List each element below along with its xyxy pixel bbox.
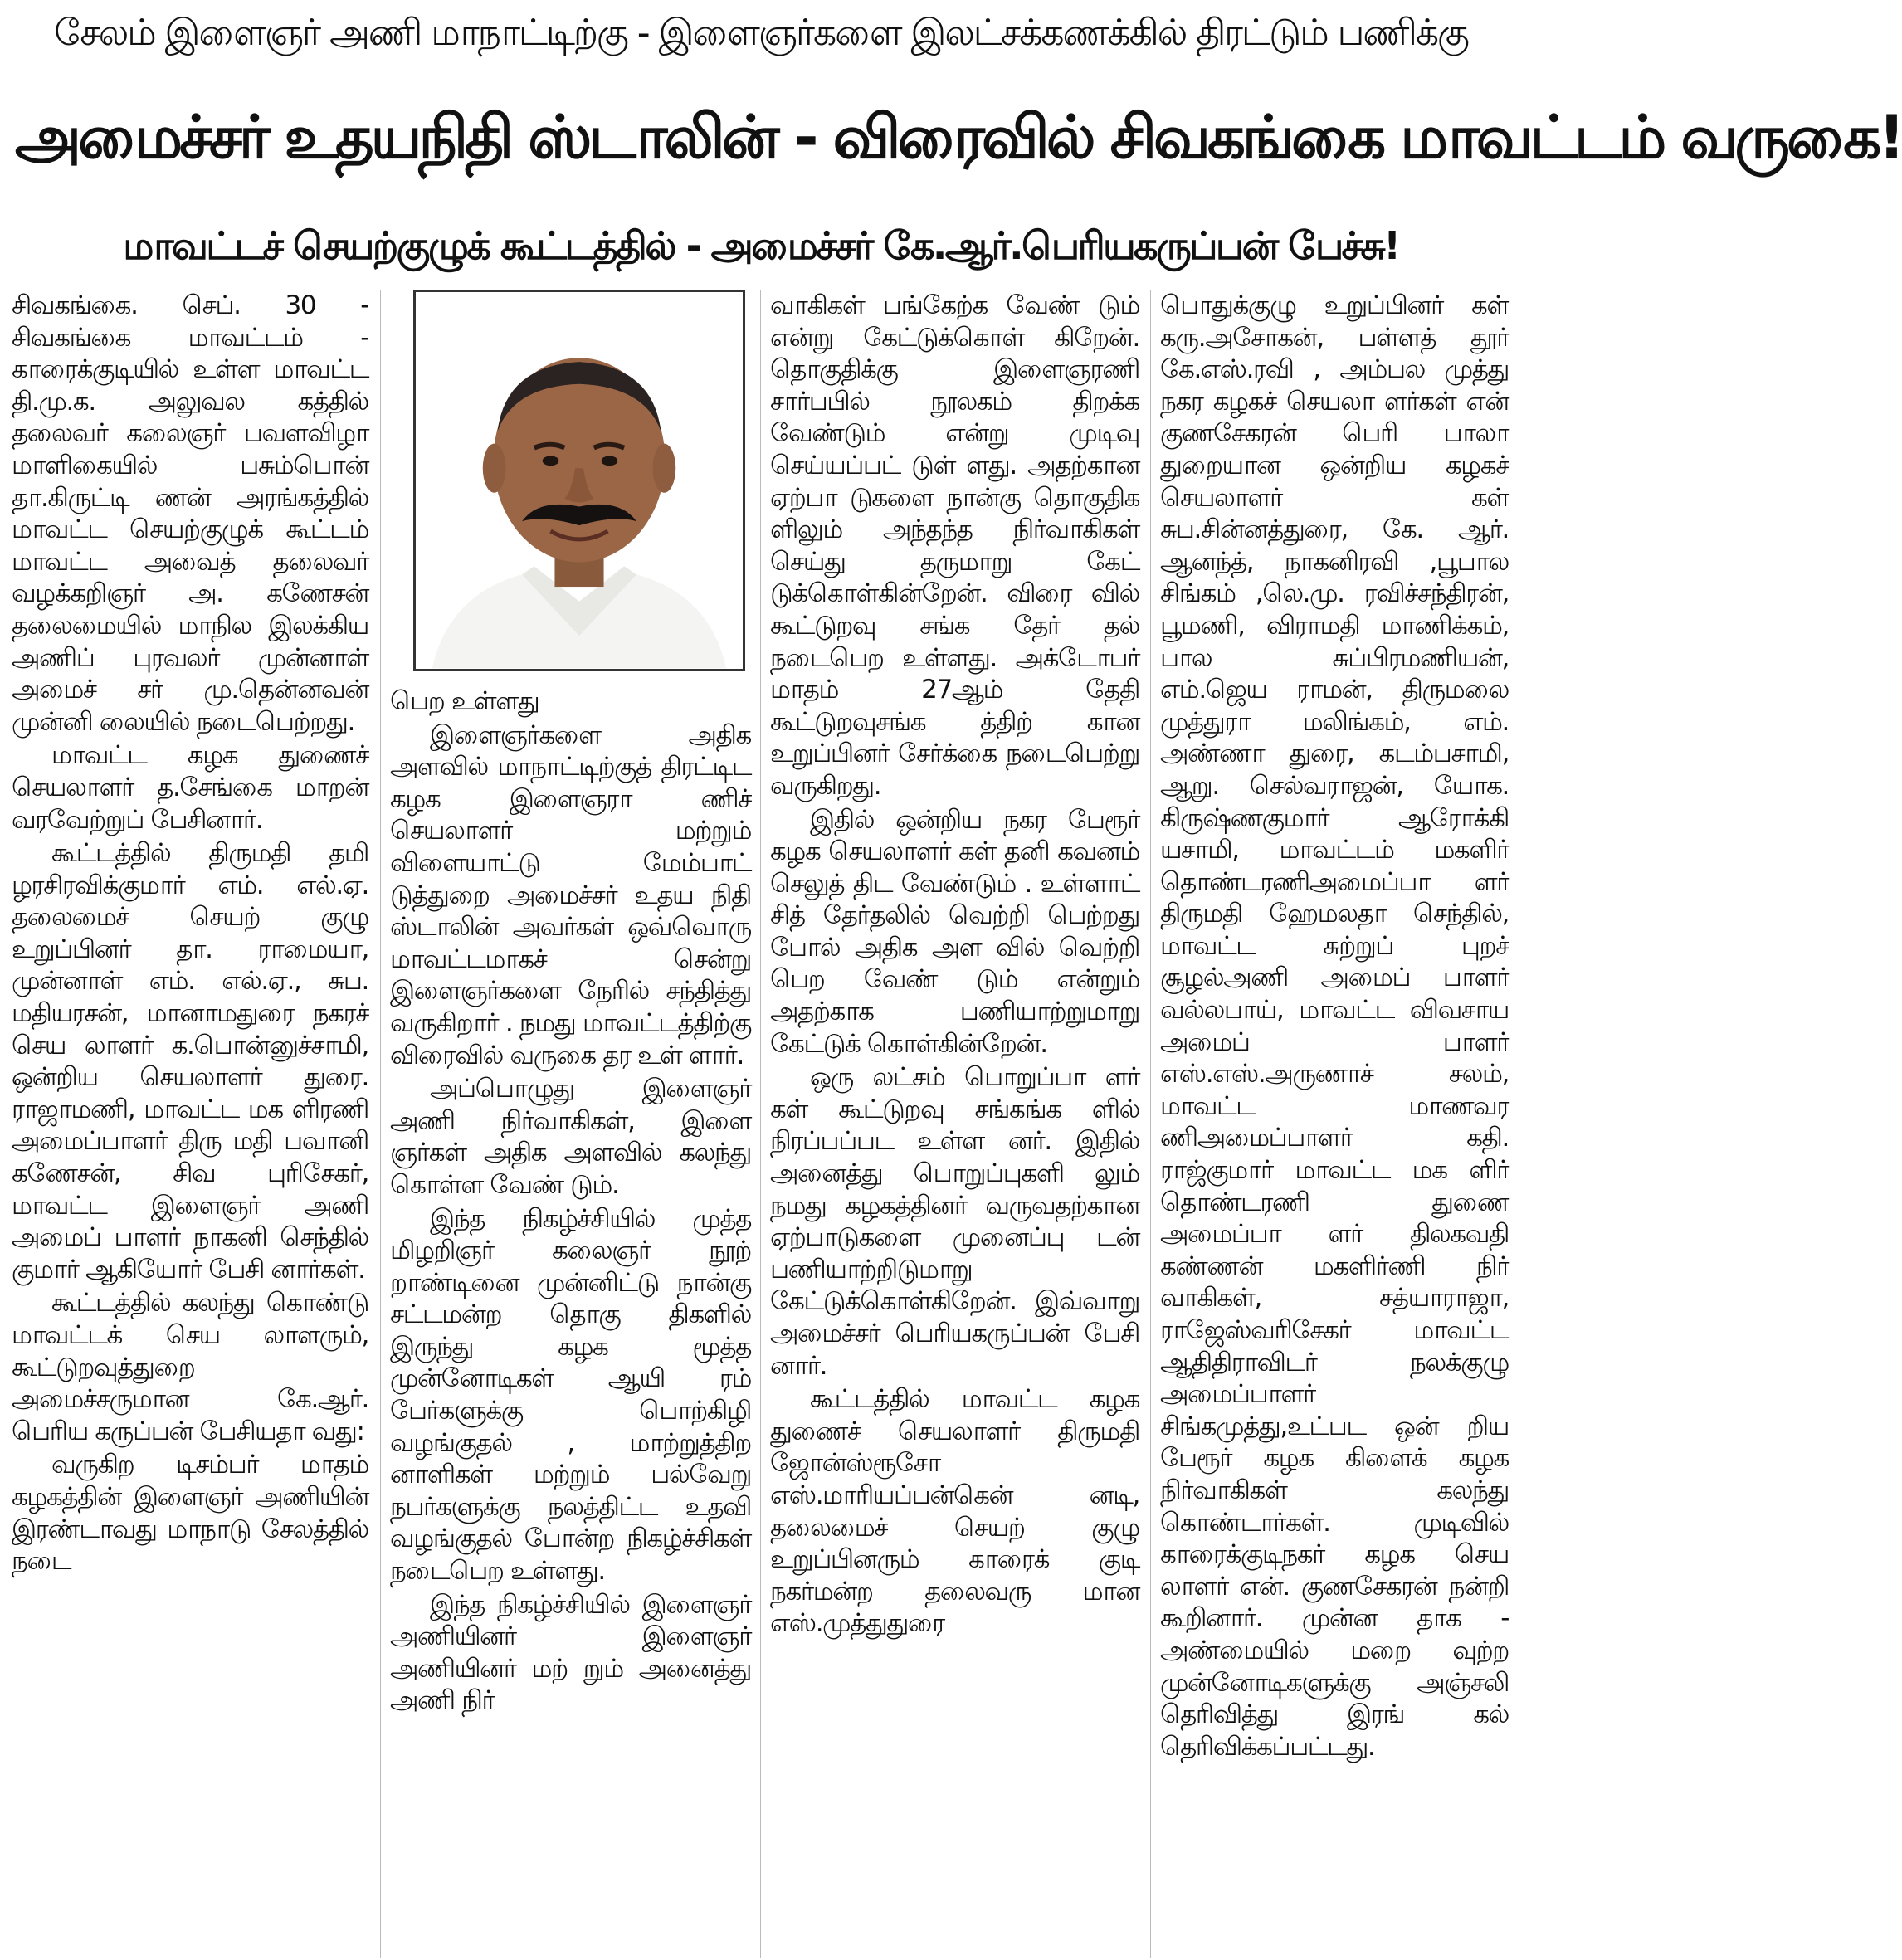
column-divider bbox=[380, 290, 381, 1958]
headline: அமைச்சர் உதயநிதி ஸ்டாலின் - விரைவில் சிவகங்கை மாவட்டம் வருகை! bbox=[15, 102, 1902, 172]
column-divider bbox=[760, 290, 761, 1958]
article-column-3 bbox=[770, 290, 1139, 1958]
paragraph: பெற உள்ளது bbox=[390, 686, 539, 716]
paragraph: மாவட்ட கழக துணைச் செயலாளர் த.சேங்கை மாறன் வரவேற்றுப் பேசினார். bbox=[12, 740, 368, 835]
paragraph: இளைஞர்களை அதிக அளவில் மாநாட்டிற்குத் திரட்டிட கழக இளைஞரா ணிச் செயலாளர் மற்றும் விளையாட்டு மேம்பாட் டுத்துறை அமைச்சர் உதய நிதி ஸ்டாலின் அவர்கள் ஒவ்வொரு மாவட்டமாகச் சென்று இளைஞர்களை நேரில் சந்தித்து வருகிறார் . நமது மாவட்டத்திற்கு விரைவில் வருகை தர உள் ளார். bbox=[390, 719, 751, 1070]
paragraph: ஒரு லட்சம் பொறுப்பா ளர் கள் கூட்டுறவு சங்கங்க ளில் நிரப்பப்பட உள்ள னர். இதில் அனைத்து பொறுப்புகளி லும் நமது கழகத்தினர் வருவதற்கான ஏற்பாடுகளை முனைப்பு டன் பணியாற்றிடுமாறு கேட்டுக்கொள்கிறேன். இவ்வாறு அமைச்சர் பெரியகருப்பன் பேசி னார். bbox=[770, 1062, 1139, 1381]
portrait-photo-icon bbox=[416, 292, 743, 669]
paragraph: அப்பொழுது இளைஞர் அணி நிர்வாகிகள், இளை ஞர்கள் அதிக அளவில் கலந்து கொள்ள வேண் டும். bbox=[390, 1074, 751, 1200]
article-column-2 bbox=[390, 685, 751, 1958]
paragraph: இதில் ஒன்றிய நகர பேரூர் கழக செயலாளர் கள் தனி கவனம் செலுத் திட வேண்டும் . உள்ளாட் சித் தேர்தலில் வெற்றி பெற்றது போல் அதிக அள வில் வெற்றி பெற வேண் டும் என்றும் அதற்காக பணியாற்றுமாறு கேட்டுக் கொள்கின்றேன். bbox=[770, 804, 1139, 1059]
subheadline: மாவட்டச் செயற்குழுக் கூட்டத்தில் - அமைச்சர் கே.ஆர்.பெரியகருப்பன் பேச்சு! bbox=[123, 223, 1399, 268]
portrait-photo bbox=[413, 290, 745, 671]
paragraph: பொதுக்குழு உறுப்பினர் கள் கரு.அசோகன், பள்ளத் தூர் கே.எஸ்.ரவி , அம்பல முத்து நகர கழகச் செயலா ளர்கள் என் குணசேகரன் பெரி பாலா துறையான ஒன்றிய கழகச் செயலாளர் கள் சுப.சின்னத்துரை, கே. ஆர். ஆனந்த், நாகனிரவி ,பூபால சிங்கம் ,லெ.மு. ரவிச்சந்திரன், பூமணி, விராமதி மாணிக்கம், பால சுப்பிரமணியன், எம்.ஜெய ராமன், திருமலை முத்துரா மலிங்கம், எம். அண்ணா துரை, கடம்பசாமி, ஆறு. செல்வராஜன், யோக. கிருஷ்ணகுமார் ஆரோக்கி யசாமி, மாவட்டம் மகளிர் தொண்டரணிஅமைப்பா ளர் திருமதி ஹேமலதா செந்தில், மாவட்ட சுற்றுப் புறச் சூழல்அணி அமைப் பாளர் வல்லபாய், மாவட்ட விவசாய அமைப் பாளர் எஸ்.எஸ்.அருணாச் சலம், மாவட்ட மாணவர ணிஅமைப்பாளர் கதி. ராஜ்குமார் மாவட்ட மக ளிர் தொண்டரணி துணை அமைப்பா ளர் திலகவதி கண்ணன் மகளிர்ணி நிர் வாகிகள், சத்யாராஜா, ராஜேஸ்வரிசேகர் மாவட்ட ஆதிதிராவிடர் நலக்குழு அமைப்பாளர் சிங்கமுத்து,உட்பட ஒன் றிய பேரூர் கழக கிளைக் கழக நிர்வாகிகள் கலந்து கொண்டார்கள். முடிவில் காரைக்குடிநகர் கழக செய லாளர் என். குணசேகரன் நன்றி கூறினார். முன்ன தாக - அண்மையில் மறை வுற்ற முன்னோடிகளுக்கு அஞ்சலி தெரிவித்து இரங் கல் தெரிவிக்கப்பட்டது. bbox=[1160, 290, 1509, 1762]
column-divider bbox=[1150, 290, 1151, 1958]
article-column-4 bbox=[1160, 290, 1509, 1958]
paragraph: இந்த நிகழ்ச்சியில் முத்த மிழறிஞர் கலைஞர் நூற் றாண்டினை முன்னிட்டு நான்கு சட்டமன்ற தொகு திகளில் இருந்து கழக மூத்த முன்னோடிகள் ஆயி ரம் பேர்களுக்கு பொற்கிழி வழங்குதல் , மாற்றுத்திற னாளிகள் மற்றும் பல்வேறு நபர்களுக்கு நலத்திட்ட உதவி வழங்குதல் போன்ற நிகழ்ச்சிகள் நடைபெற உள்ளது. bbox=[390, 1203, 751, 1587]
paragraph: இந்த நிகழ்ச்சியில் இளைஞர் அணியினர் இளைஞர் அணியினர் மற் றும் அனைத்து அணி நிர் bbox=[390, 1589, 751, 1716]
paragraph: கூட்டத்தில் கலந்து கொண்டு மாவட்டக் செய லாளரும், கூட்டுறவுத்துறை அமைச்சருமான கே.ஆர். பெரிய கருப்பன் பேசியதா வது: bbox=[12, 1288, 368, 1446]
paragraph: வருகிற டிசம்பர் மாதம் கழகத்தின் இளைஞர் அணியின் இரண்டாவது மாநாடு சேலத்தில் நடை bbox=[12, 1450, 368, 1577]
article-column-1 bbox=[12, 290, 368, 1958]
kicker-line: சேலம் இளைஞர் அணி மாநாட்டிற்கு - இளைஞர்களை இலட்சக்கணக்கில் திரட்டும் பணிக்கு bbox=[54, 12, 1468, 54]
paragraph: கூட்டத்தில் மாவட்ட கழக துணைச் செயலாளர் திருமதி ஜோன்ஸ்ரூசோ எஸ்.மாரியப்பன்கென் னடி, தலைமைச் செயற் குழு உறுப்பினரும் காரைக் குடி நகர்மன்ற தலைவரு மான எஸ்.முத்துதுரை bbox=[770, 1384, 1139, 1639]
paragraph: கூட்டத்தில் திருமதி தமி ழரசிரவிக்குமார் எம். எல்.ஏ. தலைமைச் செயற் குழு உறுப்பினர் தா. ராமையா, முன்னாள் எம். எல்.ஏ., சுப. மதியரசன், மானாமதுரை நகரச் செய லாளர் க.பொன்னுச்சாமி, ஒன்றிய செயலாளர் துரை. ராஜாமணி, மாவட்ட மக ளிரணி அமைப்பாளர் திரு மதி பவானி கணேசன், சிவ புரிசேகர், மாவட்ட இளைஞர் அணி அமைப் பாளர் நாகனி செந்தில் குமார் ஆகியோர் பேசி னார்கள். bbox=[12, 838, 368, 1285]
paragraph: சிவகங்கை. செப். 30 - சிவகங்கை மாவட்டம் - காரைக்குடியில் உள்ள மாவட்ட தி.மு.க. அலுவல கத்தில் தலைவர் கலைஞர் பவளவிழா மாளிகையில் பசும்பொன் தா.கிருட்டி ணன் அரங்கத்தில் மாவட்ட செயற்குழுக் கூட்டம் மாவட்ட அவைத் தலைவர் வழக்கறிஞர் அ. கணேசன் தலைமையில் மாநில இலக்கிய அணிப் புரவலர் முன்னாள் அமைச் சர் மு.தென்னவன் முன்னி லையில் நடைபெற்றது. bbox=[12, 290, 368, 737]
paragraph: வாகிகள் பங்கேற்க வேண் டும் என்று கேட்டுக்கொள் கிறேன். தொகுதிக்கு இளைஞரணி சார்பபில் நூலகம் திறக்க வேண்டும் என்று முடிவு செய்யப்பட் டுள் ளது. அதற்கான ஏற்பா டுகளை நான்கு தொகுதிக ளிலும் அந்தந்த நிர்வாகிகள் செய்து தருமாறு கேட் டுக்கொள்கின்றேன். விரை வில் கூட்டுறவு சங்க தேர் தல் நடைபெற உள்ளது. அக்டோபர் மாதம் 27ஆம் தேதி கூட்டுறவுசங்க த்திற் கான உறுப்பினர் சேர்க்கை நடைபெற்று வருகிறது. bbox=[770, 290, 1139, 801]
